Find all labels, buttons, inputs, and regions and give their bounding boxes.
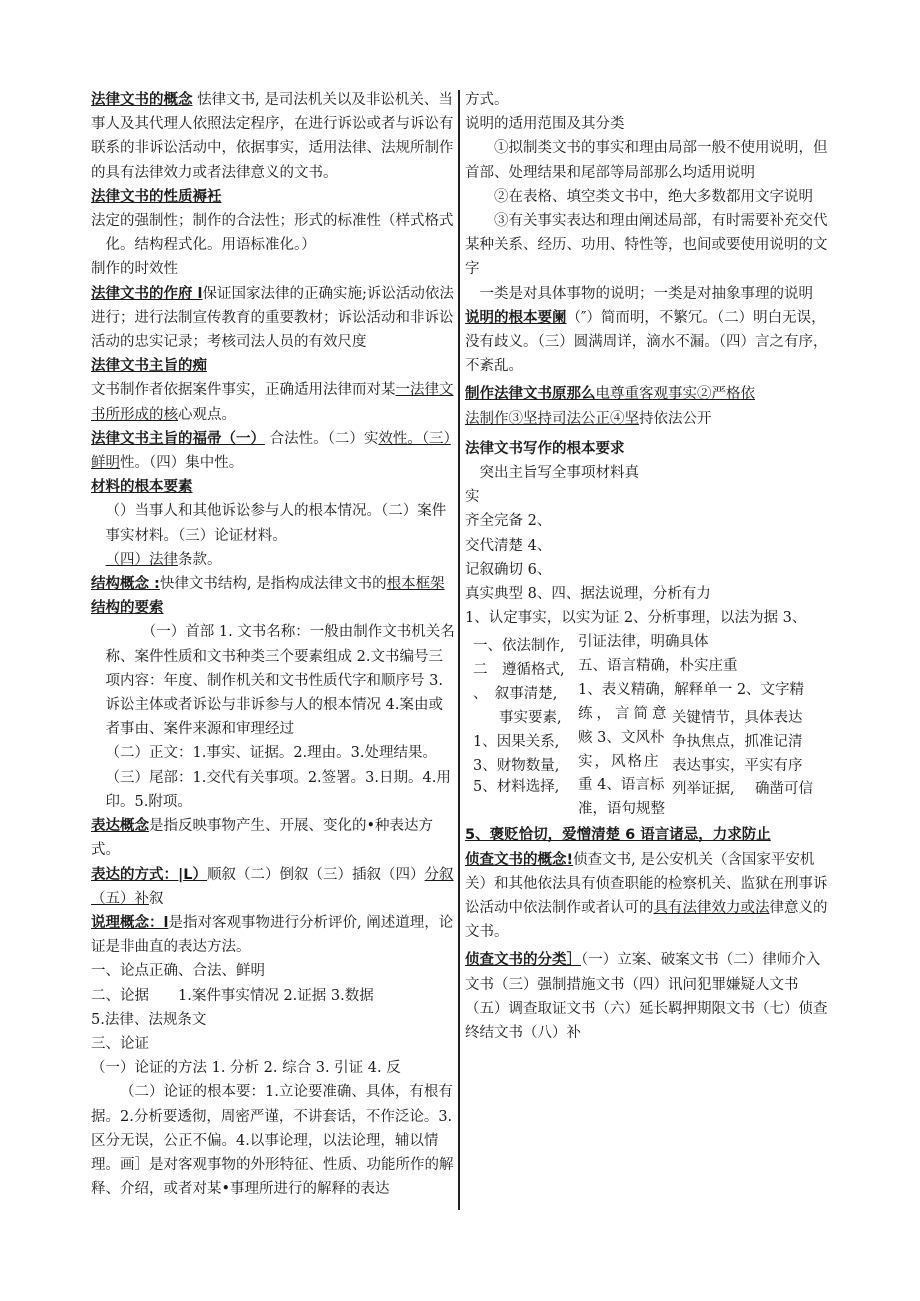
expression-heading: 表达概念 — [91, 818, 149, 835]
reasoning-heading: 说理概念：l — [91, 914, 169, 931]
grid-cell: 准，语句规整 — [578, 801, 665, 818]
concept-heading: 法律文书的概念 — [91, 92, 193, 108]
reasoning-evidence: 二、论据 1.案件事实情况 2.证据 3.数据 — [91, 987, 374, 1004]
writing-line-4: 交代清楚 4、 — [465, 537, 552, 554]
structure-elements-heading: 结构的要索 — [91, 600, 164, 617]
material-text: （）当事人和其他诉讼参与人的根本情况。（二）案件事实材料。（三）论证材料。 — [105, 503, 447, 544]
investigation-text-c: 律意义的文书。 — [465, 900, 828, 941]
role-text: 保证国家法律的正确实施;诉讼活动依法进行；进行法制宣传教育的重要教材；诉讼活动和非诉讼活动的忠实记录；考核司法人员的有效尺度 — [91, 285, 454, 351]
structure-concept-heading: 结构概念 : — [91, 576, 160, 593]
writing-line-7: 1、认定事实，以实为证 2、分析事理，以法为据 3、 — [465, 610, 807, 627]
structure-tail-part: （三）尾部：1.交代有关事项。2.签署。3.日期。4.用印。5.附项。 — [105, 769, 451, 810]
principle-a: 电尊重客观事实②严格依 — [595, 386, 755, 403]
grid-cell: 事实要素, — [499, 710, 562, 727]
grid-cell: 3、财物数量, — [473, 758, 560, 775]
reasoning-text: 是指对客观事物进行分析评价, 阐述道理，论证是非曲直的表达方法。 — [91, 914, 454, 956]
grid-cell: 5、材料选择, — [473, 779, 560, 796]
theme-text-c: 心观点。 — [178, 406, 236, 423]
nature-text: 法定的强制性；制作的合法性；形式的标准性（样式格式化。结构程式化。用语标准化。） — [91, 213, 454, 254]
scope-item-3: ③有关事实表达和理由阐述局部，有时需要补充交代某种关系、经历、功用、特性等，也间或要使用说明的文字 — [465, 213, 828, 278]
writing-line-3: 齐全完备 2、 — [465, 513, 552, 530]
structure-body-part: （二）正文：1.事实、证据。2.理由。3.处理结果。 — [105, 745, 438, 762]
scope-item-4: 一类是对具体事物的说明；一类是对抽象事理的说明 — [479, 285, 813, 302]
theme-text-a: 文书制作者依据案件事实，正确适用法律而对某 — [91, 382, 396, 399]
explain-req-heading: 说明的根本要阑 — [465, 309, 567, 326]
reasoning-argument: 三、论证 — [91, 1035, 149, 1052]
continued-text: 方式。 — [465, 92, 509, 108]
structure-concept — [91, 572, 455, 596]
structure-head-part: （一）首部 1. 文书名称：一般由制作文书机关名称、案件性质和文书种类三个要素组成 2.文书编号三项内容：年度、制作机关和文书性质代字和顺序号 3.诉讼主体或者诉讼与非诉参与人的根本情况 4.案由或者事由、案件来源和审理经过 — [105, 624, 455, 738]
nature-heading: 法律文书的性质褥衽 — [91, 188, 222, 205]
right-column — [465, 88, 830, 1045]
principle-line — [465, 382, 830, 406]
investigation-text-b: 具有法律效力或法 — [653, 900, 770, 917]
grid-cell: 引证法律，明确具体 — [578, 634, 709, 651]
theme-req-b: 效性。（三）鲜明 — [91, 430, 451, 472]
timeliness-text: 制作的时效性 — [91, 261, 178, 278]
writing-line-1: 突出主旨写全事项材料真 — [479, 465, 639, 482]
grid-cell: 重 4、语言标 — [578, 777, 665, 794]
grid-cell: 1、因果关系, — [473, 734, 560, 751]
expression-way-a: 顺叙（二）倒叙（三）插叙（四） — [207, 866, 425, 883]
concept-text: 怯律文书, 是司法机关以及非讼机关、当事人及其代理人依照法定程序，在进行诉讼或者与诉讼有联系的非诉讼活动中，依据事实，适用法律、法规所制作的具有法律效力或者法律意义的文书。 — [91, 92, 454, 181]
grid-cell: 列举证据, — [672, 781, 735, 798]
grid-cell: 练，言简意 — [578, 706, 671, 723]
material-law-a: （四）法律 — [105, 551, 178, 568]
grid-cell: 赅 3、文风朴 — [578, 730, 665, 747]
role-heading: 法律文书的作府 l — [91, 285, 203, 302]
principle-c: 持依法公开 — [639, 410, 712, 427]
theme-req-paragraph — [91, 427, 455, 475]
grid-cell: 、 叙事清楚, — [473, 686, 558, 703]
scope-item-1: ①拟制类文书的事实和理由局部一般不使用说明，但首部、处理结果和尾部等局部那么均适用说明 — [465, 140, 828, 181]
grid-cell: 一、依法制作, — [473, 638, 565, 655]
requirements-grid-2 — [465, 773, 830, 823]
grid-cell: 争执焦点，抓准记清 — [672, 734, 803, 751]
theme-text — [91, 378, 455, 426]
theme-heading: 法律文书主旨的痴 — [91, 358, 207, 375]
scope-heading: 说明的适用范围及其分类 — [465, 116, 625, 133]
investigation-class-text: （一）立案、破案文书（二）律师介入文书（三）强制措施文书（四）讯问犯罪嫌疑人文书（五）调查取证文书（六）延长羁押期限文书（七）侦查终结文书（八）补 — [465, 952, 828, 1042]
expression-way-heading: 表达的方式：|L） — [91, 866, 208, 883]
writing-line-2: 实 — [465, 489, 480, 506]
requirements-grid — [465, 630, 830, 775]
reasoning-point: 一、论点正确、合法、鲜明 — [91, 963, 265, 980]
theme-req-heading: 法律文书主旨的福帚（一） — [91, 430, 265, 447]
grid-cell: 关键情节，具体表达 — [672, 710, 803, 727]
investigation-classes — [465, 948, 830, 1045]
investigation-text-a: 侦查文书, 是公安机关（含国家平安机关）和其他依法具有侦查职能的检察机关、监狱在刑事诉讼活动中依法制作或者认可的 — [465, 851, 828, 917]
grid-cell: 实，风格庄 — [578, 754, 661, 771]
reasoning-law: 5.法律、法规条文 — [91, 1011, 207, 1028]
grid-cell: 1、表义精确，解释单一 2、文字精 — [578, 682, 805, 699]
argument-requirements: （二）论证的根本要：1.立论要准确、具体，有根有据。2.分析要透彻，周密严谨，不讲套话，不作泛论。3.区分无误，公正不偏。4.以事论理，以法论理，辅以情理。画］是对客观事物的外形特征、性质、功能所作的解释、介绍，或者对某•事理所进行的解释的表达 — [91, 1084, 454, 1198]
explain-req — [465, 306, 830, 379]
investigation-concept — [465, 848, 830, 945]
scope-item-2: ②在表格、填空类文书中，绝大多数都用文字说明 — [494, 188, 813, 205]
grid-cell: 二 遵循格式, — [473, 662, 565, 679]
theme-text-b: 一法律文书所形成的核 — [91, 382, 454, 423]
grid-cell: 五、语言精确，朴实庄重 — [578, 658, 738, 675]
expression-way-b: 分叙（五）补 — [91, 866, 454, 907]
structure-concept-b: 根本框架 — [386, 576, 445, 593]
expression-concept — [91, 814, 455, 862]
left-column — [91, 88, 455, 1201]
structure-concept-a: 快律文书结构, 是指构成法律文书的 — [159, 576, 387, 593]
material-law — [91, 548, 455, 572]
grid-cell: 确凿可信 — [755, 781, 813, 798]
grid-cell: 表达事实，平实有序 — [672, 758, 803, 775]
investigation-class-heading: 侦查文书的分类］ — [465, 952, 581, 969]
concept-paragraph — [91, 88, 455, 185]
investigation-heading: 侦查文书的概念! — [465, 851, 574, 868]
writing-line-8 — [465, 823, 830, 847]
material-heading: 材料的根本要素 — [91, 479, 193, 496]
expression-way — [91, 863, 455, 911]
reasoning-concept — [91, 911, 455, 959]
argument-methods: （一）论证的方法 1. 分析 2. 综合 3. 引证 4. 反 — [91, 1060, 401, 1077]
writing-line-5: 记叙确切 6、 — [465, 561, 552, 578]
role-paragraph — [91, 282, 455, 355]
principle-b: 法制作③坚持司法公正④坚 — [465, 410, 639, 427]
expression-way-c: 叙 — [149, 890, 164, 907]
theme-req-c: 性。（四）集中性。 — [120, 455, 244, 472]
material-law-b: 条款。 — [178, 551, 222, 568]
principle-heading: 制作法律文书原那么 — [465, 386, 596, 403]
theme-req-a: 合法性。（二）实 — [269, 430, 379, 447]
column-divider — [458, 90, 460, 1210]
writing-line-6: 真实典型 8、四、据法说理，分析有力 — [465, 586, 711, 603]
expression-text: 是指反映事物产生、开展、变化的•种表达方式。 — [91, 818, 434, 859]
writing-heading: 法律文书写作的根本要求 — [465, 440, 625, 457]
explain-req-text: （″）简而明，不繁冗。（二）明白无误，没有歧义。（三）圆满周详，滴水不漏。（四）言之有序，不紊乱。 — [465, 309, 828, 375]
writing-line-8-text: 5、褒贬恰切，爱憎清楚 6 语言诸忌，力求防止 — [465, 827, 771, 844]
principle-line-2 — [465, 407, 830, 431]
